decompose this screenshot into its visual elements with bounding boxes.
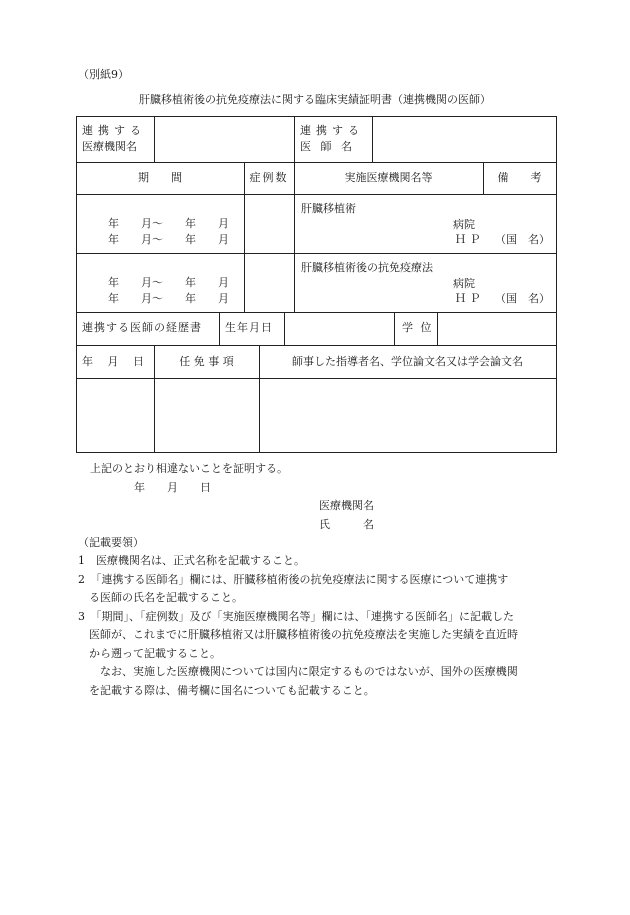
note-line: 3 「期間」、「症例数」及び「実施医療機関名等」欄には、「連携する医師名」に記載した (78, 610, 514, 623)
facility-header: 実施医療機関名等 (344, 171, 433, 184)
period-line: 年 月～ 年 月 (108, 292, 229, 305)
period-line: 年 月～ 年 月 (108, 233, 229, 246)
note-line: 医師が、これまでに肝臓移植術又は肝臓移植術後の抗免疫療法を実施した実績を直近時 (78, 628, 518, 641)
birthdate-label: 生年月日 (225, 321, 273, 334)
table-rule (76, 312, 557, 313)
period-header: 期 間 (138, 171, 182, 184)
date-header: 年 月 日 (82, 355, 144, 368)
appointment-header: 任 免 事 項 (179, 355, 234, 368)
note-line: なお、実施した医療機関については国内に限定するものではないが、国外の医療機関 (78, 665, 518, 678)
name-label: 氏 名 (319, 518, 374, 531)
table-rule (556, 116, 557, 453)
table-rule (372, 116, 373, 162)
hospital-label: 病院 (453, 277, 475, 290)
note-line: 1 医療機関名は、正式名称を記載すること。 (78, 554, 305, 567)
hospital-label: 病院 (453, 218, 475, 231)
procedure-label: 肝臓移植術後の抗免疫療法 (301, 261, 433, 274)
career-label: 連携する医師の経歴書 (82, 321, 202, 334)
hp-label: Ｈ Ｐ (455, 292, 481, 305)
procedure-label: 肝臓移植術 (301, 202, 356, 215)
form-title: 肝臓移植術後の抗免疫療法に関する臨床実績証明書（連携機関の医師） (139, 93, 491, 106)
institution-label: 医療機関名 (82, 140, 137, 153)
table-rule (284, 312, 285, 345)
certification-date: 年 月 日 (134, 481, 211, 494)
note-line: から遡って記載すること。 (78, 647, 221, 660)
table-rule (437, 312, 438, 345)
table-rule (76, 162, 557, 163)
table-rule (154, 116, 155, 162)
degree-label: 学 位 (402, 321, 434, 334)
table-rule (76, 253, 557, 254)
certification-statement: 上記のとおり相違ないことを証明する。 (90, 462, 288, 475)
note-line: る医師の氏名を記載すること。 (78, 591, 243, 604)
country-label: （国 名） (495, 292, 550, 305)
institution-name-label: 医療機関名 (319, 499, 374, 512)
remarks-header: 備 考 (497, 171, 542, 184)
table-rule (394, 312, 395, 345)
note-line: を記載する際は、備考欄に国名についても記載すること。 (78, 684, 375, 697)
doctor-label: 医 師 名 (300, 140, 355, 153)
cases-header: 症例数 (249, 171, 289, 184)
table-rule (294, 116, 295, 162)
mentor-header: 師事した指導者名、学位論文名又は学会論文名 (292, 355, 523, 368)
hp-label: Ｈ Ｐ (455, 233, 481, 246)
doctor-label: 連携する (300, 124, 364, 137)
institution-label: 連携する (82, 124, 146, 137)
attachment-label: （別紙9） (78, 68, 129, 81)
table-rule (219, 312, 220, 345)
table-rule (76, 116, 557, 117)
period-line: 年 月～ 年 月 (108, 217, 229, 230)
notes-heading: （記載要領） (78, 536, 144, 549)
period-line: 年 月～ 年 月 (108, 276, 229, 289)
table-rule (76, 194, 557, 195)
table-rule (76, 452, 557, 453)
table-rule (76, 345, 557, 346)
table-rule (76, 378, 557, 379)
note-line: 2 「連携する医師名」欄には、肝臓移植術後の抗免疫療法に関する医療について連携す (78, 573, 509, 586)
table-rule (76, 116, 77, 453)
country-label: （国 名） (495, 233, 550, 246)
